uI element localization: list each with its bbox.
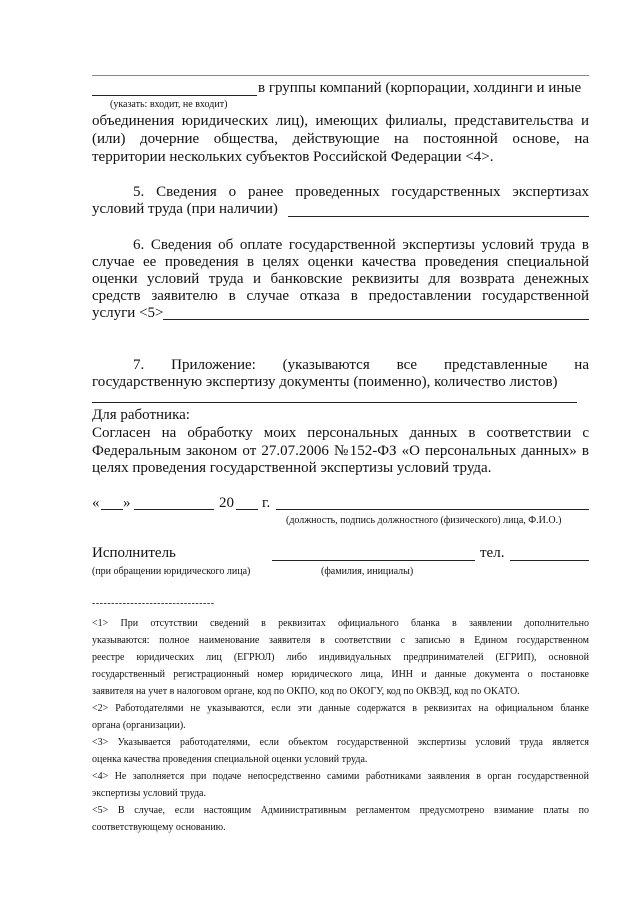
item6-line5: услуги <5> xyxy=(92,305,164,321)
phone-blank[interactable] xyxy=(510,560,589,561)
item6-line2: случае ее проведения в целях оценки качества проведения специальной xyxy=(92,254,589,270)
item7-line2: государственную экспертизу документы (поименно), количество листов) xyxy=(92,374,558,390)
item7-line1: 7. Приложение: (указываются все представленные на xyxy=(133,357,589,373)
footnote-4-line1: <4> Не заполняется при подаче непосредственно самими работниками заявления в орган государственной xyxy=(92,771,589,782)
footnote-3-line2: оценка качества проведения специальной оценки условий труда. xyxy=(92,754,368,765)
footnote-1-line4: государственный регистрационный номер юридического лица, ИНН и данные документа о постановке xyxy=(92,669,589,680)
footnote-1-line5: заявителя на учет в налоговом органе, код по ОКПО, код по ОКОГУ, код по ОКВЭД, код по ОКАТО. xyxy=(92,686,520,697)
item7-blank-line[interactable] xyxy=(92,402,577,403)
footnote-1-line2: указываются: полное наименование заявителя в соответствии с записью в Едином государственном xyxy=(92,635,589,646)
item5-line2: условий труда (при наличии) xyxy=(92,201,278,217)
footnote-2-line2: органа (организации). xyxy=(92,720,186,731)
block1-line4: территории нескольких субъектов Российской Федерации <4>. xyxy=(92,149,494,165)
year-suffix: г. xyxy=(262,495,271,511)
month-blank[interactable] xyxy=(134,509,214,510)
footnote-4-line2: экспертизы условий труда. xyxy=(92,788,206,799)
block1-line3: (или) дочерние общества, действующие на постоянной основе, на xyxy=(92,131,589,147)
footnote-separator: -------------------------------- xyxy=(92,598,215,609)
phone-label: тел. xyxy=(480,545,505,561)
executor-label: Исполнитель xyxy=(92,545,176,561)
footnote-1-line1: <1> При отсутствии сведений в реквизитах официального бланка в заявлении дополнительно xyxy=(92,618,589,629)
item5-blank-line[interactable] xyxy=(288,216,589,217)
year-blank[interactable] xyxy=(236,509,258,510)
executor-caption-left: (при обращении юридического лица) xyxy=(92,566,251,577)
item6-line4: средств заявителю в случае отказа в предоставлении государственной xyxy=(92,288,589,304)
day-blank[interactable] xyxy=(101,509,123,510)
membership-blank-line[interactable] xyxy=(92,95,257,96)
date-open-quote: « xyxy=(92,495,100,511)
membership-hint: (указать: входит, не входит) xyxy=(110,99,228,110)
block1-line2: объединения юридических лиц), имеющих филиалы, представительства и xyxy=(92,113,589,129)
executor-caption-mid: (фамилия, инициалы) xyxy=(321,566,414,577)
footnote-1-line3: реестре юридических лиц (ЕГРЮЛ) либо индивидуальных предпринимателей (ЕГРИП), основной xyxy=(92,652,589,663)
top-blank-line xyxy=(92,75,589,76)
employee-line3: целях проведения государственной экспертизы условий труда. xyxy=(92,460,492,476)
signature-caption: (должность, подпись должностного (физического) лица, Ф.И.О.) xyxy=(286,515,562,526)
item6-line1: 6. Сведения об оплате государственной экспертизы условий труда в xyxy=(133,237,589,253)
membership-text: в группы компаний (корпорации, холдинги и иные xyxy=(258,80,582,96)
employee-line1: Согласен на обработку моих персональных данных в соответствии с xyxy=(92,425,589,441)
employee-line2: Федеральным законом от 27.07.2006 №152-ФЗ «О персональных данных» в xyxy=(92,443,589,459)
item5-line1: 5. Сведения о ранее проведенных государственных экспертизах xyxy=(133,184,589,200)
footnote-5-line1: <5> В случае, если настоящим Административным регламентом предусмотрено взимание платы по xyxy=(92,805,589,816)
footnote-5-line2: соответствующему основанию. xyxy=(92,822,226,833)
year-prefix: 20 xyxy=(219,495,234,511)
signature-blank[interactable] xyxy=(276,509,589,510)
item6-line3: оценки условий труда и банковские реквизиты для возврата денежных xyxy=(92,271,589,287)
footnote-3-line1: <3> Указывается работодателями, если объектом государственной экспертизы условий труда является xyxy=(92,737,589,748)
employee-heading: Для работника: xyxy=(92,407,190,423)
footnote-2-line1: <2> Работодателями не указываются, если эти данные содержатся в реквизитах на официальном бланке xyxy=(92,703,589,714)
executor-name-blank[interactable] xyxy=(272,560,475,561)
item6-blank-line[interactable] xyxy=(163,319,589,320)
date-close-quote: » xyxy=(123,495,131,511)
